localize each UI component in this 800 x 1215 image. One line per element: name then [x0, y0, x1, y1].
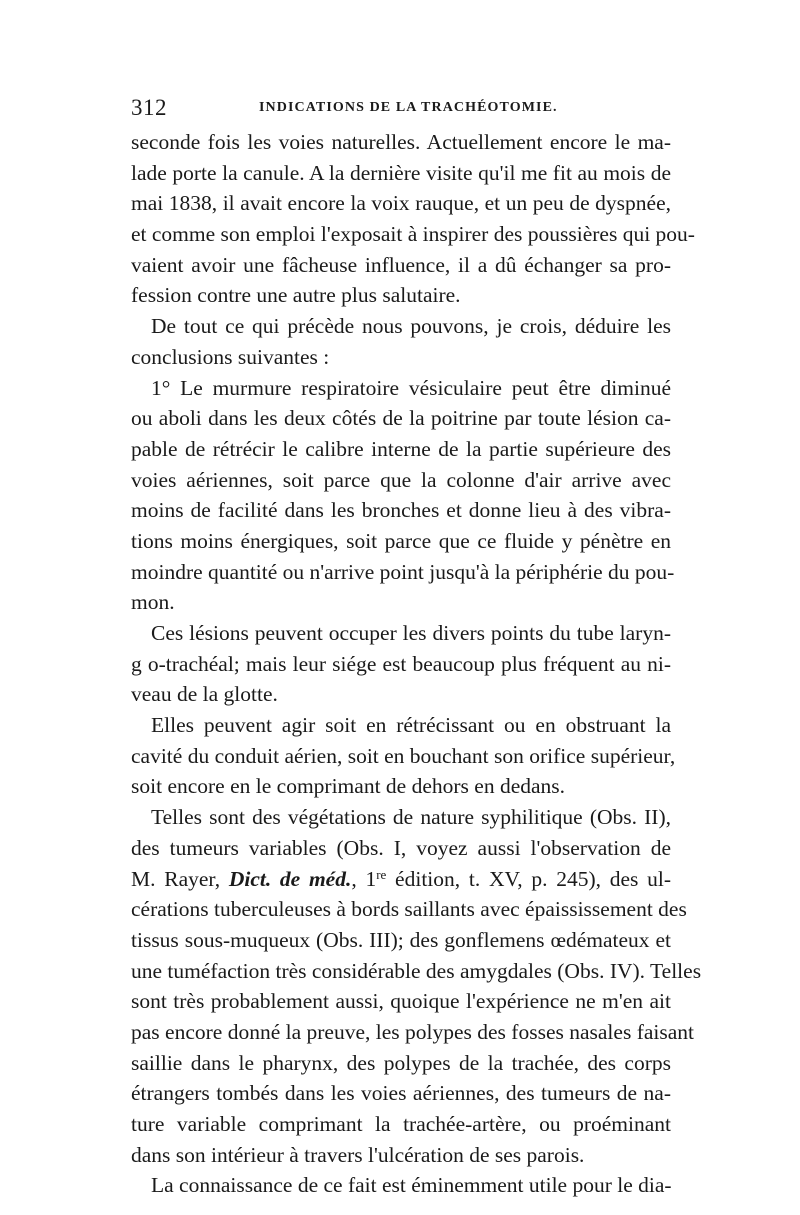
page-header: [131, 95, 671, 119]
text-line: pable de rétrécir le calibre interne de la partie supérieure des: [131, 436, 671, 461]
text-line: vaient avoir une fâcheuse influence, il a dû échanger sa pro-: [131, 252, 671, 277]
text-line: pas encore donné la preuve, les polypes des fosses nasales faisant: [131, 1019, 694, 1044]
text-line: une tuméfaction très considérable des amygdales (Obs. IV). Telles: [131, 958, 702, 983]
text-run: M. Rayer,: [131, 866, 229, 891]
text-run: , 1: [351, 866, 377, 891]
text-line: saillie dans le pharynx, des polypes de la trachée, des corps: [131, 1050, 671, 1075]
text-line: lade porte la canule. A la dernière visite qu'il me fit au mois de: [131, 160, 671, 185]
page-number: 312: [131, 95, 167, 120]
text-line: ou aboli dans les deux côtés de la poitrine par toute lésion ca-: [131, 406, 671, 431]
text-line: veau de la glotte.: [131, 682, 278, 707]
text-line: Ces lésions peuvent occuper les divers points du tube laryn-: [151, 621, 671, 645]
page-body: [131, 127, 702, 1201]
text-line: étrangers tombés dans les voies aériennes, des tumeurs de na-: [131, 1081, 671, 1106]
text-line: voies aériennes, soit parce que la colonne d'air arrive avec: [131, 467, 671, 492]
text-line: mon.: [131, 590, 175, 615]
text-line: Telles sont des végétations de nature syphilitique (Obs. II),: [151, 805, 671, 830]
text-line: seconde fois les voies naturelles. Actuellement encore le ma-: [131, 130, 671, 154]
text-line: conclusions suivantes :: [131, 344, 330, 369]
text-line: cérations tuberculeuses à bords saillants avec épaississement des: [131, 897, 687, 922]
text-line: [131, 864, 671, 895]
text-line: tissus sous-muqueux (Obs. III); des gonflemens œdémateux et: [131, 927, 671, 952]
text-line: g o-trachéal; mais leur siége est beaucoup plus fréquent au ni-: [131, 651, 671, 676]
text-line: sont très probablement aussi, quoique l'expérience ne m'en ait: [131, 989, 671, 1014]
text-line: et comme son emploi l'exposait à inspirer des poussières qui pou-: [131, 222, 695, 247]
text-line: soit encore en le comprimant de dehors en dedans.: [131, 774, 566, 799]
running-head: INDICATIONS DE LA TRACHÉOTOMIE.: [259, 100, 558, 115]
text-line: De tout ce qui précède nous pouvons, je crois, déduire les: [151, 314, 671, 339]
text-run: édition, t. XV, p. 245), des ul-: [386, 866, 672, 891]
text-line: 1° Le murmure respiratoire vésiculaire peut être diminué: [151, 375, 671, 400]
text-line: ture variable comprimant la trachée-artère, ou proéminant: [131, 1112, 671, 1136]
text-line: La connaissance de ce fait est éminemment utile pour le dia-: [151, 1173, 672, 1198]
superscript: re: [376, 866, 387, 882]
italic-citation: Dict. de méd.: [228, 866, 352, 891]
text-line: moins de facilité dans les bronches et donne lieu à des vibra-: [131, 498, 671, 523]
text-line: des tumeurs variables (Obs. I, voyez aussi l'observation de: [131, 835, 671, 860]
text-line: tions moins énergiques, soit parce que ce fluide y pénètre en: [131, 528, 671, 553]
text-line: moindre quantité ou n'arrive point jusqu'à la périphérie du pou-: [131, 559, 675, 584]
text-line: cavité du conduit aérien, soit en bouchant son orifice supérieur,: [131, 743, 676, 768]
text-line: Elles peuvent agir soit en rétrécissant ou en obstruant la: [151, 713, 671, 738]
text-line: dans son intérieur à travers l'ulcération de ses parois.: [131, 1142, 585, 1167]
text-line: mai 1838, il avait encore la voix rauque, et un peu de dyspnée,: [131, 191, 671, 216]
text-line: fession contre une autre plus salutaire.: [131, 283, 461, 308]
